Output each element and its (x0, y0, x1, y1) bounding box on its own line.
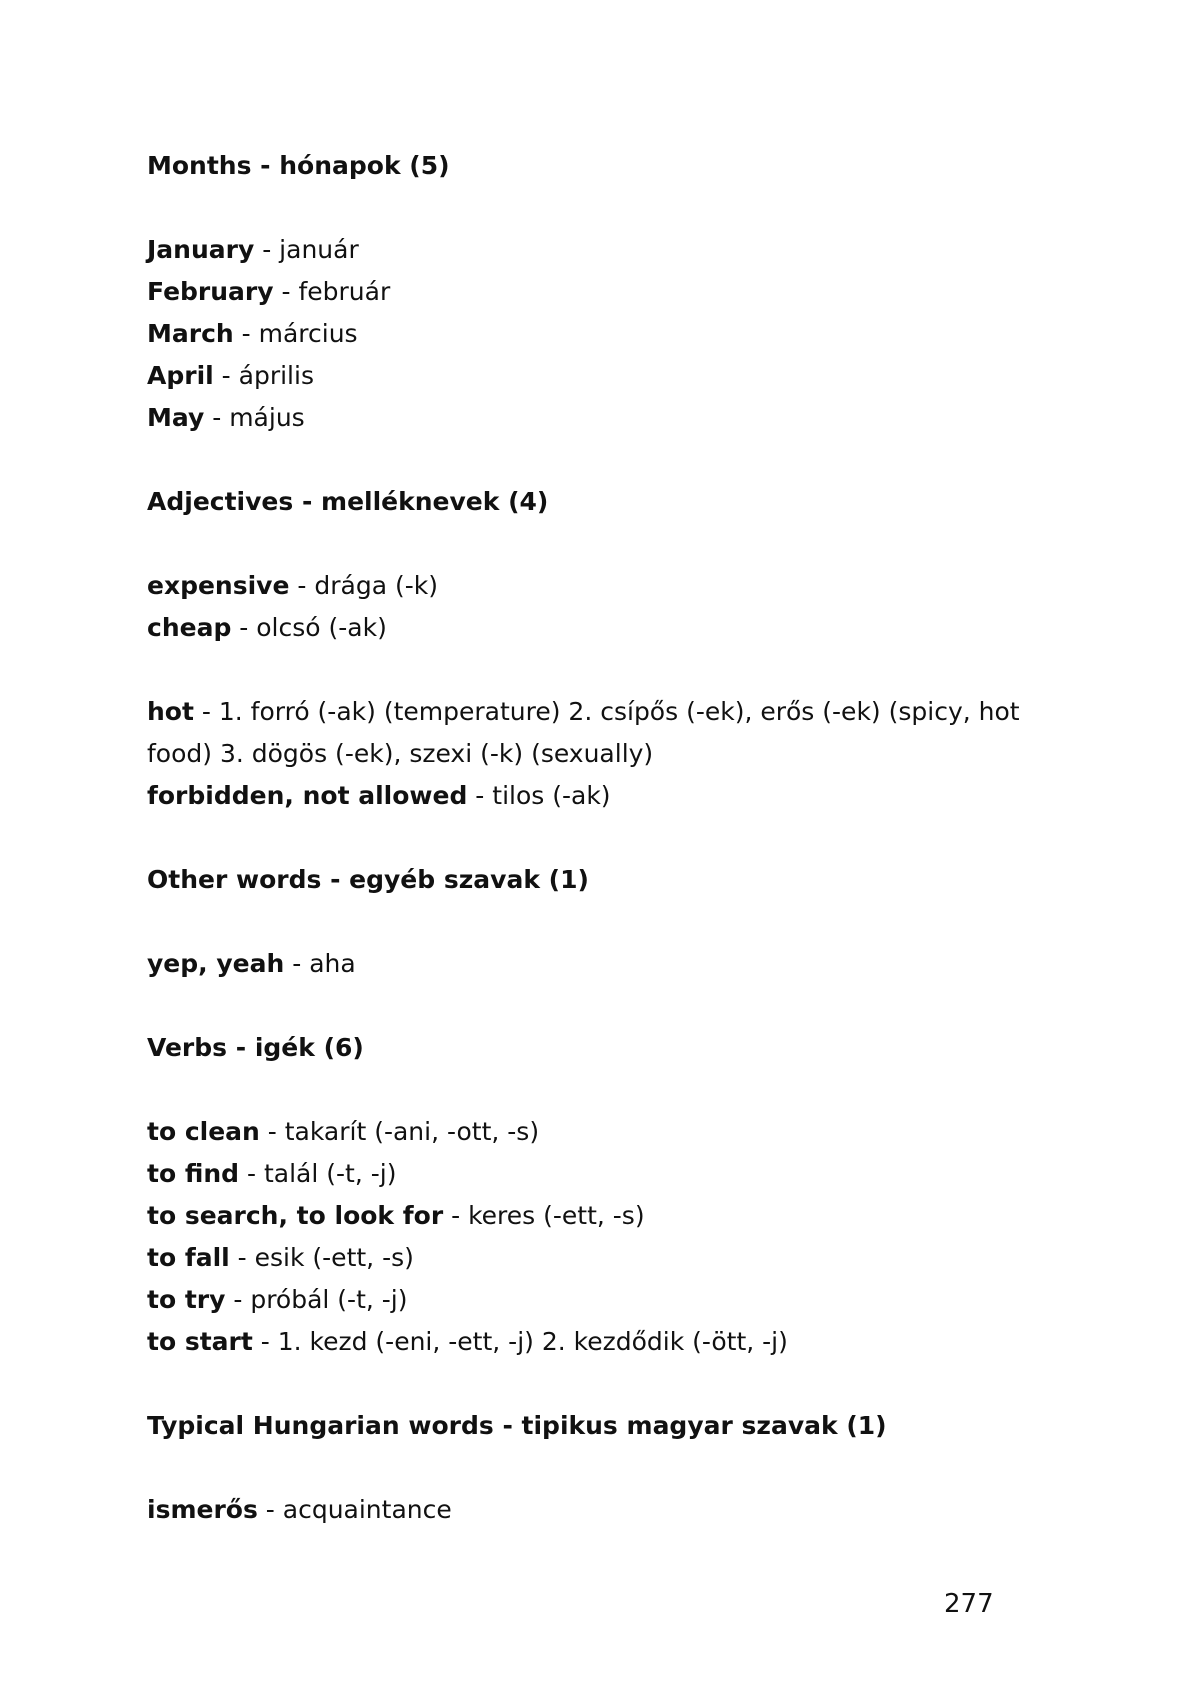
spacer (147, 439, 1027, 481)
vocab-entry (147, 355, 1027, 397)
vocab-entry (147, 1237, 1027, 1279)
vocabulary-page (147, 145, 1027, 1531)
vocab-entry (147, 1153, 1027, 1195)
vocab-definition: - 1. kezd (-eni, -ett, -j) 2. kezdődik (-ött, -j) (252, 1327, 788, 1356)
vocab-term: expensive (147, 571, 290, 600)
vocab-definition: - 1. forró (-ak) (temperature) 2. csípős (-ek), erős (-ek) (spicy, hot food) 3. dögös (-ek), szexi (-k) (sexually) (147, 697, 1020, 768)
page-number: 277 (944, 1589, 994, 1619)
spacer (147, 985, 1027, 1027)
vocab-term: to search, to look for (147, 1201, 444, 1230)
vocab-term: to find (147, 1159, 240, 1188)
vocab-entry (147, 397, 1027, 439)
vocab-definition: - március (233, 319, 358, 348)
vocab-entry (147, 1111, 1027, 1153)
vocab-term: cheap (147, 613, 232, 642)
section-heading-adjectives: Adjectives - melléknevek (4) (147, 487, 549, 516)
vocab-entry (147, 565, 1027, 607)
vocab-entry (147, 1489, 1027, 1531)
spacer (147, 187, 1027, 229)
vocab-term: to fall (147, 1243, 230, 1272)
vocab-entry (147, 1195, 1027, 1237)
vocab-term: May (147, 403, 205, 432)
vocab-entry (147, 1321, 1027, 1363)
vocab-term: January (147, 235, 255, 264)
vocab-term: forbidden, not allowed (147, 781, 468, 810)
vocab-entry (147, 943, 1027, 985)
spacer (147, 1447, 1027, 1489)
vocab-entry (147, 607, 1027, 649)
vocab-definition: - keres (-ett, -s) (443, 1201, 645, 1230)
spacer (147, 649, 1027, 691)
vocab-term: yep, yeah (147, 949, 285, 978)
vocab-entry (147, 775, 1027, 817)
vocab-definition: - tilos (-ak) (467, 781, 611, 810)
spacer (147, 523, 1027, 565)
spacer (147, 901, 1027, 943)
vocab-definition: - acquaintance (257, 1495, 452, 1524)
vocab-term: to start (147, 1327, 253, 1356)
section-heading-months: Months - hónapok (5) (147, 151, 450, 180)
vocab-entry (147, 229, 1027, 271)
section-heading-verbs: Verbs - igék (6) (147, 1033, 364, 1062)
vocab-entry (147, 691, 1027, 775)
vocab-definition: - május (204, 403, 305, 432)
vocab-definition: - január (254, 235, 359, 264)
vocab-definition: - takarít (-ani, -ott, -s) (259, 1117, 540, 1146)
vocab-definition: - esik (-ett, -s) (229, 1243, 414, 1272)
vocab-term: hot (147, 697, 194, 726)
spacer (147, 817, 1027, 859)
vocab-term: to clean (147, 1117, 260, 1146)
vocab-definition: - aha (284, 949, 356, 978)
spacer (147, 1069, 1027, 1111)
vocab-term: March (147, 319, 234, 348)
vocab-term: April (147, 361, 214, 390)
vocab-definition: - április (213, 361, 314, 390)
vocab-definition: - talál (-t, -j) (239, 1159, 397, 1188)
spacer (147, 1363, 1027, 1405)
vocab-term: February (147, 277, 274, 306)
vocab-entry (147, 271, 1027, 313)
vocab-definition: - próbál (-t, -j) (225, 1285, 408, 1314)
vocab-term: ismerős (147, 1495, 258, 1524)
section-heading-other-words: Other words - egyéb szavak (1) (147, 865, 589, 894)
vocab-entry (147, 1279, 1027, 1321)
vocab-definition: - február (273, 277, 391, 306)
vocab-entry (147, 313, 1027, 355)
vocab-definition: - olcsó (-ak) (231, 613, 387, 642)
section-heading-typical-hungarian-words: Typical Hungarian words - tipikus magyar szavak (1) (147, 1411, 887, 1440)
vocab-definition: - drága (-k) (289, 571, 438, 600)
vocab-term: to try (147, 1285, 226, 1314)
